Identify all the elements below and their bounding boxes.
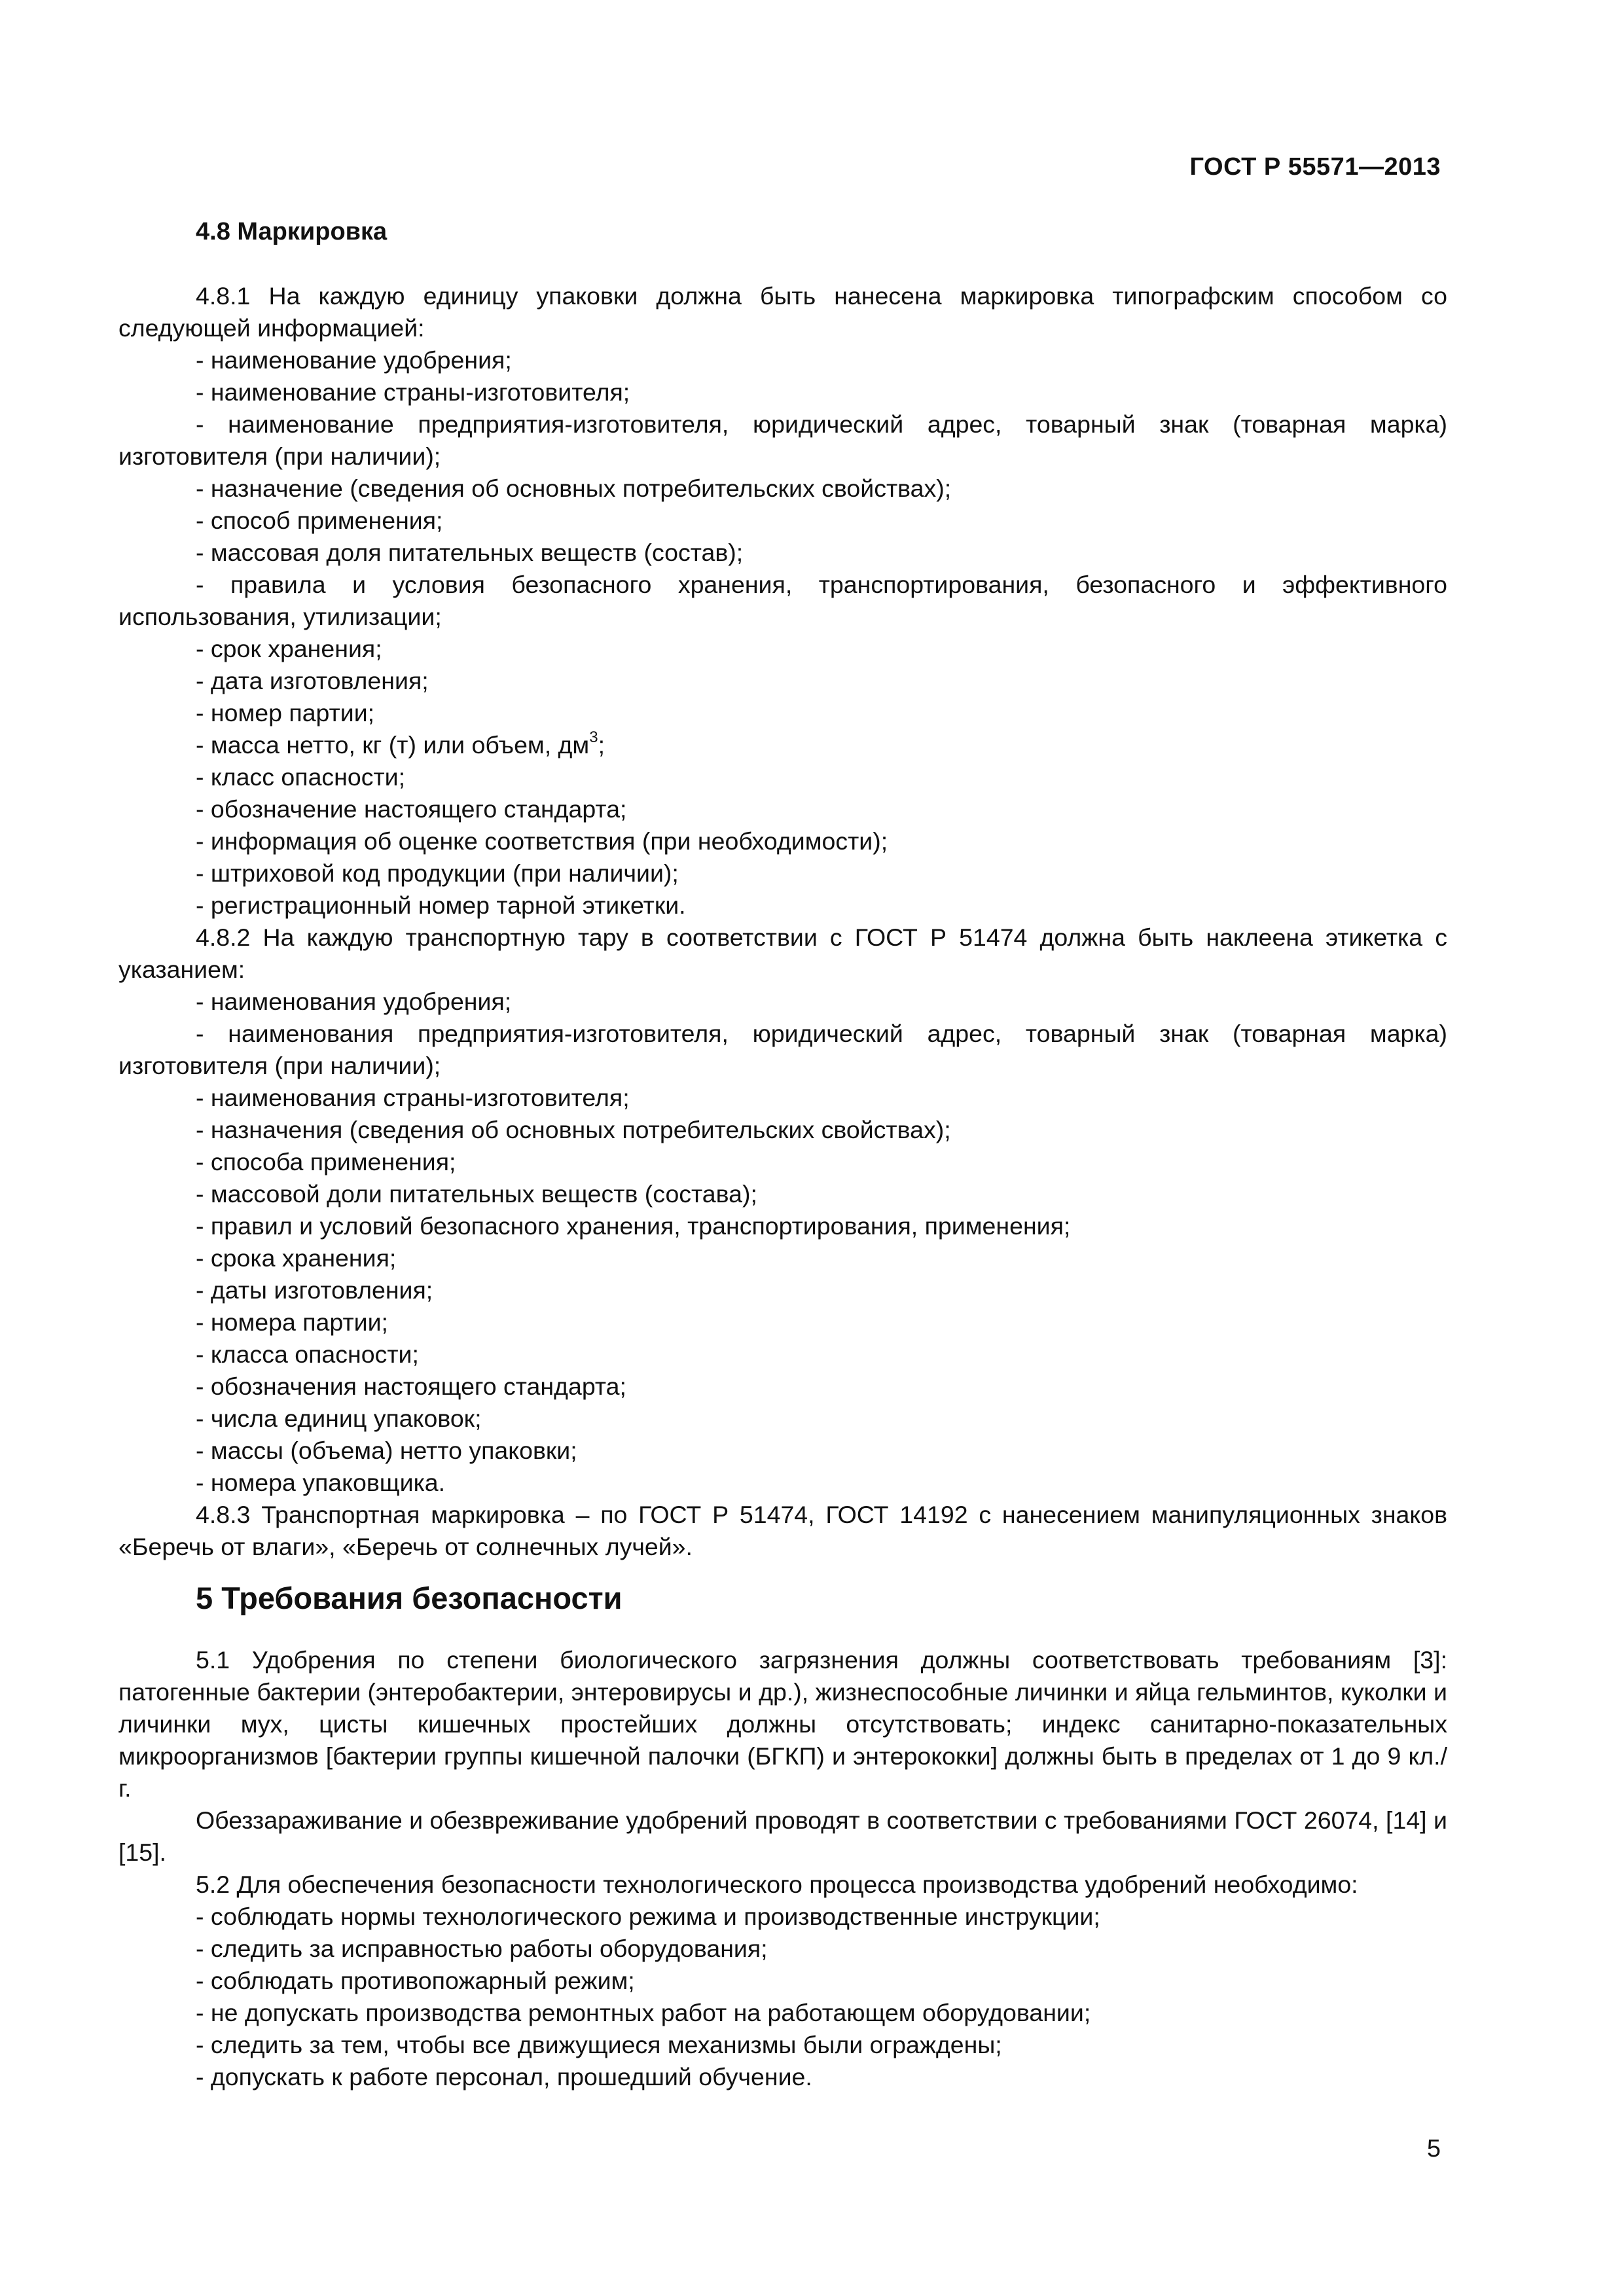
- list-item: - способа применения;: [118, 1146, 1447, 1178]
- list-item-mass: [118, 729, 1447, 761]
- list-item: - даты изготовления;: [118, 1274, 1447, 1306]
- list-item: - следить за тем, чтобы все движущиеся механизмы были ограждены;: [118, 2029, 1447, 2061]
- list-item: - назначение (сведения об основных потребительских свойствах);: [118, 473, 1447, 505]
- list-item: - допускать к работе персонал, прошедший обучение.: [118, 2061, 1447, 2093]
- list-item: - срока хранения;: [118, 1242, 1447, 1274]
- list-item: - массы (объема) нетто упаковки;: [118, 1435, 1447, 1467]
- list-item: - наименования страны-изготовителя;: [118, 1082, 1447, 1114]
- paragraph-4-8-2: 4.8.2 На каждую транспортную тару в соответствии с ГОСТ Р 51474 должна быть наклеена этикетка с указанием:: [118, 924, 1447, 983]
- list-item: - массовой доли питательных веществ (состава);: [118, 1178, 1447, 1210]
- paragraph-disinfection: Обеззараживание и обезвреживание удобрений проводят в соответствии с требованиями ГОСТ 26074, [14] и [15].: [118, 1806, 1447, 1866]
- page-number: 5: [1426, 2135, 1441, 2162]
- paragraph-5-1: 5.1 Удобрения по степени биологического загрязнения должны соответствовать требованиям [3]: патогенные бактерии (энтеробактерии, энтеровирусы и др.), жизнеспособные личинки и яйца гельминтов, куколки и личинки мух, цисты кишечных простейших должны отсутствовать; индекс санитарно-показательных микроорганизмов [бактерии группы кишечной палочки (БГКП) и энтерококки] должны быть в пределах от 1 до 9 кл./г.: [118, 1646, 1447, 1802]
- list-item: - наименование предприятия-изготовителя, юридический адрес, товарный знак (товарная марка) изготовителя (при наличии);: [118, 408, 1447, 473]
- list-item: - наименования предприятия-изготовителя, юридический адрес, товарный знак (товарная марка) изготовителя (при наличии);: [118, 1018, 1447, 1082]
- marking-list-package: [118, 344, 1447, 922]
- list-item: - номер партии;: [118, 697, 1447, 729]
- list-item: - регистрационный номер тарной этикетки.: [118, 889, 1447, 922]
- paragraph-4-8-1: 4.8.1 На каждую единицу упаковки должна быть нанесена маркировка типографским способом со следующей информацией:: [118, 282, 1447, 342]
- list-item: - способ применения;: [118, 505, 1447, 537]
- list-item: - не допускать производства ремонтных работ на работающем оборудовании;: [118, 1997, 1447, 2029]
- marking-list-transport: [118, 986, 1447, 1499]
- list-item: - правила и условия безопасного хранения, транспортирования, безопасного и эффективного использования, утилизации;: [118, 569, 1447, 633]
- list-item: - обозначения настоящего стандарта;: [118, 1371, 1447, 1403]
- list-item: - обозначение настоящего стандарта;: [118, 793, 1447, 825]
- list-item: - числа единиц упаковок;: [118, 1403, 1447, 1435]
- list-item: - наименование удобрения;: [118, 344, 1447, 376]
- list-item: - соблюдать противопожарный режим;: [118, 1965, 1447, 1997]
- list-item: - класса опасности;: [118, 1338, 1447, 1371]
- list-item: - соблюдать нормы технологического режима и производственные инструкции;: [118, 1901, 1447, 1933]
- mass-text: масса нетто, кг (т) или объем, дм: [210, 731, 590, 759]
- list-item: - класс опасности;: [118, 761, 1447, 793]
- mass-tail: ;: [598, 731, 605, 759]
- list-item: - следить за исправностью работы оборудования;: [118, 1933, 1447, 1965]
- safety-list: [118, 1901, 1447, 2093]
- mass-superscript: 3: [589, 728, 598, 746]
- list-item: - штриховой код продукции (при наличии);: [118, 857, 1447, 889]
- list-item: - информация об оценке соответствия (при необходимости);: [118, 825, 1447, 857]
- section-title-4-8: 4.8 Маркировка: [196, 218, 388, 245]
- list-item: - назначения (сведения об основных потребительских свойствах);: [118, 1114, 1447, 1146]
- list-item: - дата изготовления;: [118, 665, 1447, 697]
- list-item: - наименование страны-изготовителя;: [118, 376, 1447, 408]
- list-item: - наименования удобрения;: [118, 986, 1447, 1018]
- document-code: ГОСТ Р 55571—2013: [1189, 153, 1441, 181]
- list-item: - массовая доля питательных веществ (состав);: [118, 537, 1447, 569]
- section-title-5: 5 Требования безопасности: [196, 1581, 623, 1615]
- list-item: - правил и условий безопасного хранения, транспортирования, применения;: [118, 1210, 1447, 1242]
- document-body: [118, 216, 1447, 2093]
- paragraph-5-2: 5.2 Для обеспечения безопасности технологического процесса производства удобрений необходимо:: [196, 1871, 1358, 1898]
- list-item: - срок хранения;: [118, 633, 1447, 665]
- list-item: - номера партии;: [118, 1306, 1447, 1338]
- list-item: - номера упаковщика.: [118, 1467, 1447, 1499]
- paragraph-4-8-3: 4.8.3 Транспортная маркировка – по ГОСТ Р 51474, ГОСТ 14192 с нанесением манипуляционных знаков «Беречь от влаги», «Беречь от солнечных лучей».: [118, 1501, 1447, 1560]
